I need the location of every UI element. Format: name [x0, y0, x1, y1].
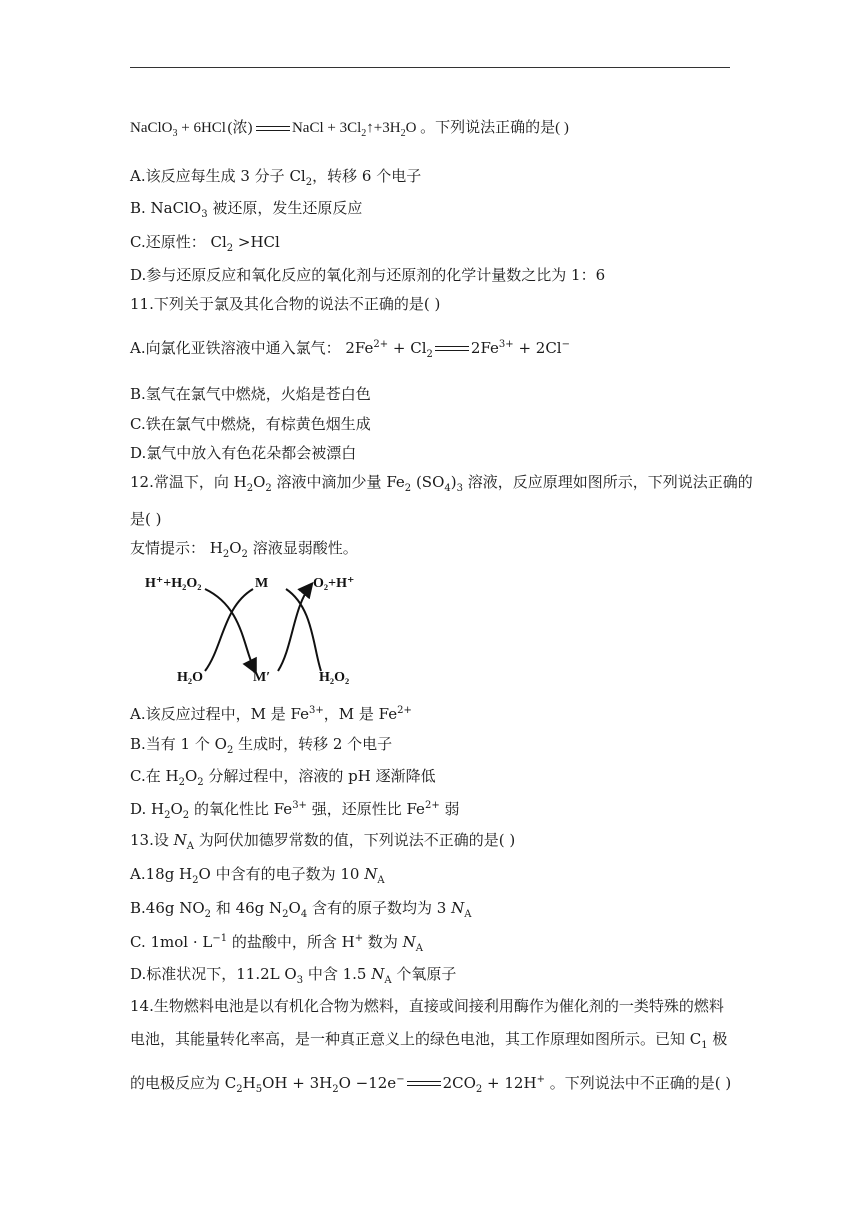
label-bottom-left: H₂O [177, 670, 203, 685]
q13-option-b: B.46g $NO_2$ 和 46g $N_2O_4$ 含有的原子数均为 3 $N_A$ [130, 899, 472, 920]
q10-option-a: A.该反应每生成 3 分子 $Cl_2$，转移 6 个电子 [130, 167, 422, 188]
q10-equation-line: NaClO$_3$ + 6HCl(浓) NaCl + $3Cl_2↑+3H_2O$ 。下列说法正确的是( ) [130, 120, 569, 139]
q12-option-a: A.该反应过程中，M 是 $Fe^{3+}$，M 是 $Fe^{2+}$ [130, 705, 412, 723]
q11-stem: 11.下列关于氯及其化合物的说法不正确的是( ) [130, 295, 441, 313]
label-bottom-right: H₂O₂ [319, 670, 350, 685]
q14-stem-line3: 的电极反应为 $C_2H_5OH + 3H_2O -12e^-$ $2CO_2 + 12H^+$ 。下列说法中不正确的是( ) [130, 1074, 732, 1095]
q13-stem: 13.设 $N_A$ 为阿伏加德罗常数的值，下列说法不正确的是( ) [130, 831, 516, 852]
q12-option-b: B.当有 1 个 $O_2$ 生成时，转移 2 个电子 [130, 735, 393, 756]
q10-option-b: B. NaClO$_3$ 被还原，发生还原反应 [130, 199, 363, 220]
arrow-right-down [286, 589, 321, 671]
q12-hint: 友情提示： $H_2O_2$ 溶液显弱酸性。 [130, 539, 358, 560]
arrow-left-up [205, 589, 253, 671]
q10-option-c: C.还原性： $Cl_2 >HCl$ [130, 233, 280, 254]
q12-option-d: D. $H_2O_2$ 的氧化性比 $Fe^{3+}$ 强，还原性比 $Fe^{2+}$ 弱 [130, 800, 460, 821]
label-top-mid: M [255, 576, 269, 591]
q14-stem-line1: 14.生物燃料电池是以有机化合物为燃料，直接或间接利用酶作为催化剂的一类特殊的燃料 [130, 997, 724, 1015]
label-top-left: H⁺+H₂O₂ [145, 576, 202, 591]
q13-option-d: D.标准状况下，11.2L $O_3$ 中含 1.5 $N_A$ 个氧原子 [130, 965, 457, 986]
arrow-right-up [278, 585, 311, 671]
equals-sign [407, 1081, 441, 1087]
q13-option-c: C. $1mol \cdot L^{-1}$ 的盐酸中，所含 H+ 数为 $N_A$ [130, 933, 424, 954]
q13-option-a: A.18g $H_2O$ 中含有的电子数为 10 $N_A$ [130, 865, 385, 886]
header-rule [130, 67, 730, 68]
q10-option-d: D.参与还原反应和氧化反应的氧化剂与还原剂的化学计量数之比为 1：6 [130, 266, 606, 284]
label-top-right: O₂+H⁺ [313, 576, 355, 591]
q12-stem: 12.常温下，向 $H_2O_2$ 溶液中滴加少量 $Fe_2$ $(SO_4)_3$ 溶液，反应原理如图所示，下列说法正确的 [130, 473, 753, 494]
reaction-cycle-diagram [143, 567, 373, 685]
q11-option-a: A.向氯化亚铁溶液中通入氯气： $2Fe^{2+} + Cl_2$ $2Fe^{3+} + 2Cl^-$ [130, 339, 570, 360]
label-bottom-mid: M′ [253, 670, 271, 685]
equals-sign [256, 126, 290, 132]
q12-option-c: C.在 $H_2O_2$ 分解过程中，溶液的 pH 逐渐降低 [130, 767, 436, 788]
q11-option-c: C.铁在氯气中燃烧，有棕黄色烟生成 [130, 415, 371, 433]
q14-stem-line2: 电池，其能量转化率高，是一种真正意义上的绿色电池，其工作原理如图所示。已知 $C_1$ 极 [130, 1030, 728, 1051]
q12-stem-line2: 是( ) [130, 510, 162, 528]
equals-sign [435, 346, 469, 352]
q11-option-d: D.氯气中放入有色花朵都会被漂白 [130, 444, 357, 462]
q11-option-b: B.氢气在氯气中燃烧，火焰是苍白色 [130, 385, 371, 403]
